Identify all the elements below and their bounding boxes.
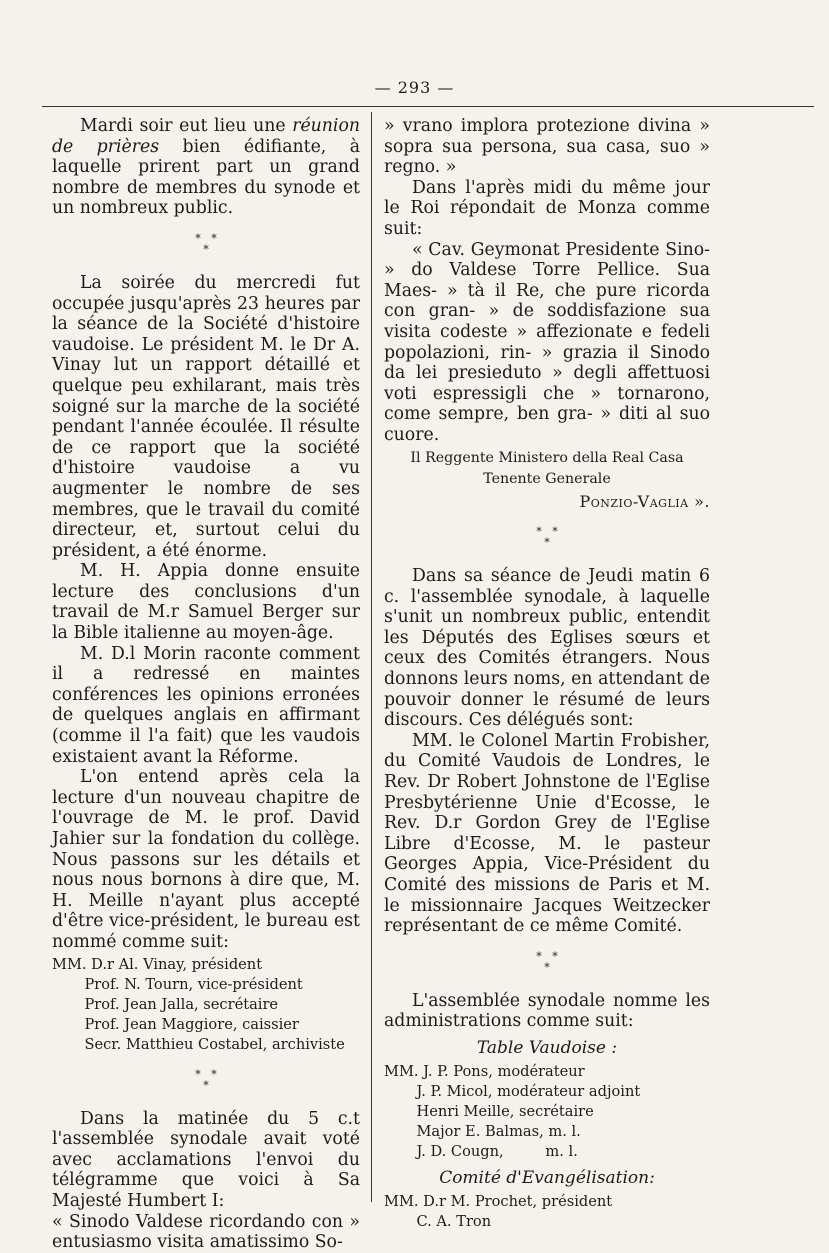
paragraph-morin: M. D.l Morin raconte comment il a redressé en maintes conférences les opinions erronées de quelques anglais en affirmant (comme il l'a fait) que les vaudois existaient avant la Réforme. <box>52 643 360 767</box>
comite-entry: C. A. Tron <box>384 1212 492 1230</box>
comite-entry: MM. D.r M. Prochet, président <box>384 1192 613 1210</box>
table-entry: J. D. Cougn, m. l. <box>384 1142 578 1160</box>
bureau-entry: Secr. Matthieu Costabel, archiviste <box>52 1035 345 1053</box>
paragraph-telegramme: Dans la matinée du 5 c.t l'assemblée synodale avait voté avec acclamations l'envoi du télégramme que voici à Sa Majesté Humbert I: <box>52 1108 360 1211</box>
telegram-quote-start: « Sinodo Valdese ricordando con » entusiasmo visita amatissimo So- <box>52 1211 360 1253</box>
signature-line-2: Tenente Generale <box>483 470 611 487</box>
paragraph-soiree: La soirée du mercredi fut occupée jusqu'après 23 heures par la séance de la Société d'histoire vaudoise. Le président M. le Dr A. Vinay lut un rapport détaillé et quelque peu exhilarant, mais très soigné sur la marche de la société pendant l'année écoulée. Il résulte de ce rapport que la société d'histoire vaudoise a vu augmenter le nombre de ses membres, que le travail du comité directeur, et, surtout celui du président, a été énorme. <box>52 272 360 561</box>
header-rule <box>42 106 814 107</box>
right-column <box>384 116 710 1232</box>
italic-phrase: réunion de prières <box>52 116 360 157</box>
paragraph-reunion: Mardi soir eut lieu une réunion de prières bien édifiante, à laquelle prirent part un grand nombre de membres du synode et un nombreux public. <box>52 116 361 219</box>
table-entry: MM. J. P. Pons, modérateur <box>384 1062 585 1080</box>
table-entry: Henri Meille, secrétaire <box>384 1102 594 1120</box>
heading-comite-evangelisation: Comité d'Evangélisation: <box>439 1167 655 1188</box>
paragraph-delegues: MM. le Colonel Martin Frobisher, du Comité Vaudois de Londres, le Rev. Dr Robert Johnstone de l'Eglise Presbytérienne Unie d'Ecosse, le Rev. D.r Gordon Grey de l'Eglise Libre d'Ecosse, M. le pasteur Georges Appia, Vice-Président du Comité des missions de Paris et M. le missionnaire Jacques Weitzecker représentant de ce même Comité. <box>384 730 710 937</box>
table-vaudoise-list <box>384 1062 710 1162</box>
left-column <box>52 116 360 1253</box>
heading-table-vaudoise: Table Vaudoise : <box>476 1037 618 1058</box>
section-separator: * * * <box>536 525 558 550</box>
paragraph-jahier: L'on entend après cela la lecture d'un nouveau chapitre de l'ouvrage de M. le prof. David Jahier sur la fondation du collège. Nous passons sur les détails et nous nous bornons à dire que, M. H. Meille n'ayant plus accepté d'être vice-président, le bureau est nommé comme suit: <box>52 767 360 952</box>
signature-name: Ponzio-Vaglia ». <box>579 491 710 511</box>
bureau-entry: Prof. N. Tourn, vice-président <box>52 975 303 993</box>
page-number: — 293 — <box>374 78 455 97</box>
signature-line-1: Il Reggente Ministero della Real Casa <box>410 449 684 466</box>
bureau-entry: MM. D.r Al. Vinay, président <box>52 955 263 973</box>
paragraph-appia: M. H. Appia donne ensuite lecture des conclusions d'un travail de M.r Samuel Berger sur la Bible italienne au moyen-âge. <box>52 561 360 644</box>
table-entry: J. P. Micol, modérateur adjoint <box>384 1082 641 1100</box>
section-separator: * * * <box>536 949 558 974</box>
comite-list <box>384 1192 710 1232</box>
section-separator: * * * <box>195 1067 217 1092</box>
bureau-entry: Prof. Jean Jalla, secrétaire <box>52 995 279 1013</box>
paragraph-roi: Dans l'après midi du même jour le Roi répondait de Monza comme suit: <box>384 177 710 239</box>
paragraph-seance: Dans sa séance de Jeudi matin 6 c. l'assemblée synodale, à laquelle s'unit un nombreux public, entendit les Députés des Eglises sœurs et ceux des Comités étrangers. Nous donnons leurs noms, en attendant de pouvoir donner le résumé de leurs discours. Ces délégués sont: <box>384 566 710 731</box>
paragraph-administrations: L'assemblée synodale nomme les administrations comme suit: <box>384 990 710 1032</box>
section-separator: * * * <box>195 231 217 256</box>
telegram-quote-end: » vrano implora protezione divina » sopra sua persona, sua casa, suo » regno. » <box>384 116 710 178</box>
table-entry: Major E. Balmas, m. l. <box>384 1122 581 1140</box>
bureau-list <box>52 955 360 1055</box>
bureau-entry: Prof. Jean Maggiore, caissier <box>52 1015 299 1033</box>
reply-quote: « Cav. Geymonat Presidente Sino- » do Valdese Torre Pellice. Sua Maes- » tà il Re, che pure ricorda con gran- » de soddisfazione sua visita codeste » affezionate e fedeli popolazioni, rin- » grazia il Sinodo da lei presieduto » degli affettuosi voti espressigli che » tornarono, come sempre, ben gra- » diti al suo cuore. <box>384 239 710 445</box>
column-divider <box>371 112 372 1202</box>
